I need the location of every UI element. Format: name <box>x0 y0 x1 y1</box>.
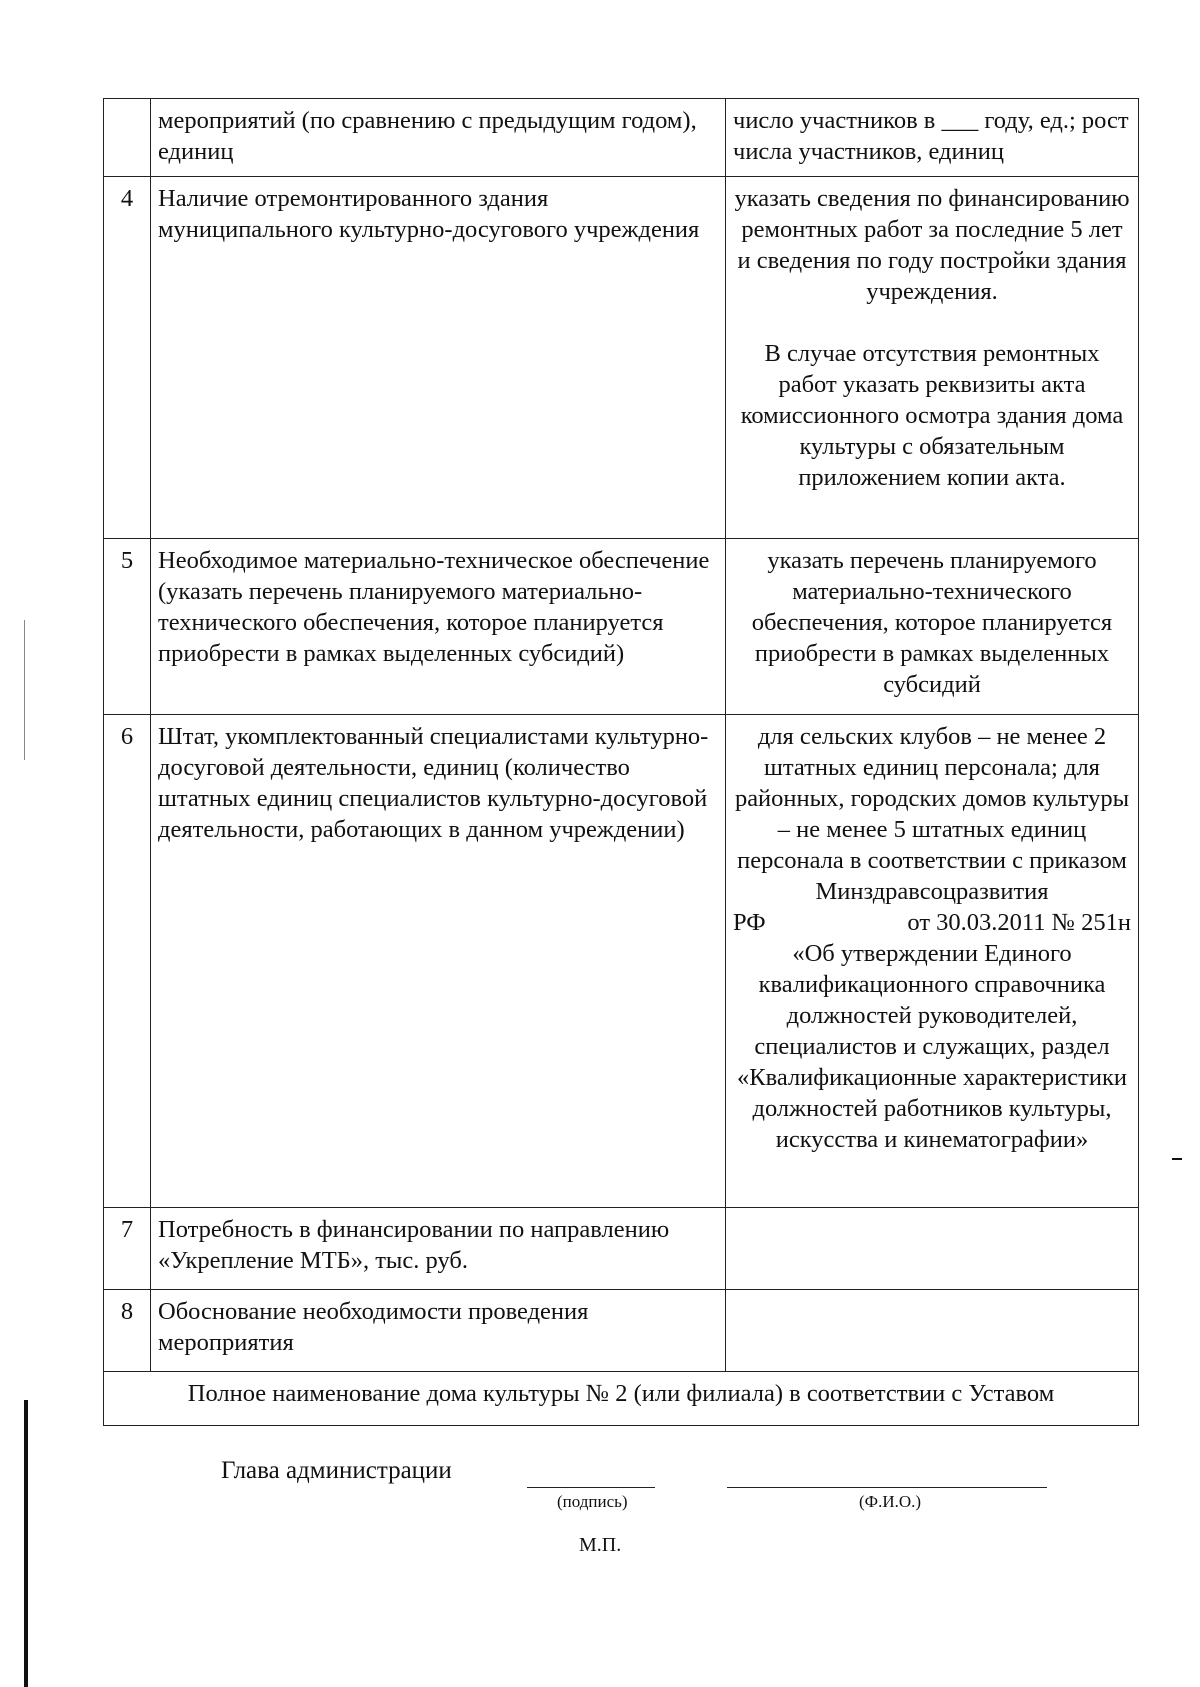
criterion-cell: Обоснование необходимости проведения мероприятия <box>151 1290 726 1372</box>
requirement-paragraph: В случае отсутствия ремонтных работ указать реквизиты акта комиссионного осмотра здания дома культуры с обязательным приложением копии акта. <box>740 340 1124 491</box>
scan-margin-mark <box>24 1400 28 1687</box>
table-row <box>104 99 1139 177</box>
criteria-table <box>103 98 1139 1426</box>
criterion-cell: Штат, укомплектованный специалистами культурно-досуговой деятельности, единиц (количество штатных единиц специалистов культурно-досуговой деятельности, работающих в данном учреждении) <box>151 715 726 1208</box>
requirement-cell <box>726 715 1139 1208</box>
signature-title: Глава администрации <box>221 1457 452 1484</box>
full-name-row: Полное наименование дома культуры № 2 (или филиала) в соответствии с Уставом <box>104 1372 1139 1426</box>
requirement-cell <box>726 177 1139 539</box>
stamp-label: М.П. <box>579 1534 622 1556</box>
row-number <box>104 99 151 177</box>
signature-caption: (подпись) <box>557 1492 628 1511</box>
table-row <box>104 1372 1139 1426</box>
scan-margin-mark <box>1172 1158 1182 1160</box>
row-number: 8 <box>104 1290 151 1372</box>
row-number: 6 <box>104 715 151 1208</box>
criterion-cell: Потребность в финансировании по направлению «Укрепление МТБ», тыс. руб. <box>151 1208 726 1290</box>
criterion-cell: Необходимое материально-техническое обеспечение (указать перечень планируемого материально-технического обеспечения, которое планируется приобрести в рамках выделенных субсидий) <box>151 539 726 715</box>
table-row <box>104 1290 1139 1372</box>
signature-line <box>527 1487 655 1488</box>
paragraph-gap <box>733 307 1131 338</box>
scan-margin-mark <box>24 620 25 760</box>
requirement-paragraph: указать сведения по финансированию ремонтных работ за последние 5 лет и сведения по году постройки здания учреждения. <box>734 185 1130 305</box>
table-row <box>104 715 1139 1208</box>
requirement-cell: указать перечень планируемого материально-технического обеспечения, которое планируется приобрести в рамках выделенных субсидий <box>726 539 1139 715</box>
row-number: 7 <box>104 1208 151 1290</box>
order-reference-line <box>733 907 1131 938</box>
row-number: 5 <box>104 539 151 715</box>
table-row <box>104 539 1139 715</box>
requirement-paragraph: «Об утверждении Единого квалификационного справочника должностей руководителей, специалистов и служащих, раздел «Квалификационные характеристики должностей работников культуры, искусства и кинематографии» <box>737 940 1127 1153</box>
requirement-paragraph: для сельских клубов – не менее 2 штатных единиц персонала; для районных, городских домов культуры – не менее 5 штатных единиц персонала в соответствии с приказом Минздравсоцразвития <box>734 723 1130 905</box>
criterion-cell: Наличие отремонтированного здания муниципального культурно-досугового учреждения <box>151 177 726 539</box>
requirement-cell: число участников в ___ году, ед.; рост числа участников, единиц <box>726 99 1139 177</box>
table-row <box>104 1208 1139 1290</box>
row-number: 4 <box>104 177 151 539</box>
name-line <box>727 1487 1047 1488</box>
order-date: от 30.03.2011 № 251н <box>907 909 1131 936</box>
rf-label: РФ <box>733 909 766 936</box>
requirement-cell <box>726 1290 1139 1372</box>
requirement-cell <box>726 1208 1139 1290</box>
criterion-cell: мероприятий (по сравнению с предыдущим годом), единиц <box>151 99 726 177</box>
table-row <box>104 177 1139 539</box>
name-caption: (Ф.И.О.) <box>859 1492 922 1511</box>
